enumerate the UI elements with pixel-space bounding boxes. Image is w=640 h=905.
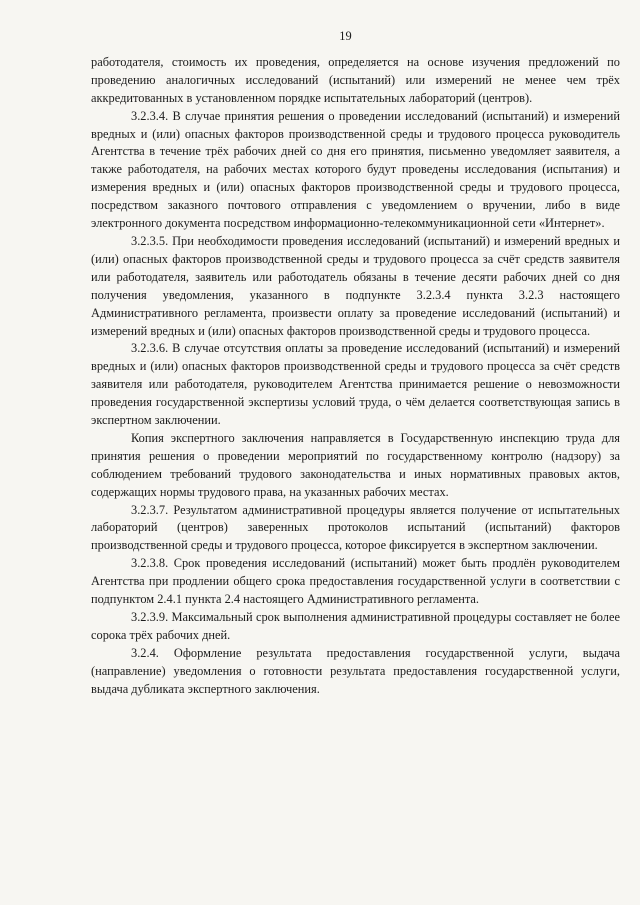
paragraph-3-2-3-8: 3.2.3.8. Срок проведения исследований (испытаний) может быть продлён руководителем Агентства при продлении общего срока предоставления государственной услуги в соответствии с подпунктом 2.4.1 пункта 2.4 настоящего Административного регламента. (91, 556, 620, 607)
paragraph-3-2-3-5: 3.2.3.5. При необходимости проведения исследований (испытаний) и измерений вредных и (или) опасных факторов производственной среды и трудового процесса за счёт средств заявителя или работодателя, заявитель или работодатель обязаны в течение десяти рабочих дней со дня получения уведомления, указанного в подпункте 3.2.3.4 пункта 3.2.3 настоящего Административного регламента, произвести оплату за проведение исследований (испытаний) и измерений вредных и (или) опасных факторов производственной среды и трудового процесса. (91, 233, 620, 338)
paragraph-3-2-4: 3.2.4. Оформление результата предоставления государственной услуги, выдача (направление) уведомления о готовности результата предоставления государственной услуги, выдача дубликата экспертного заключения. (91, 645, 620, 696)
paragraph-3-2-3-4: 3.2.3.4. В случае принятия решения о проведении исследований (испытаний) и измерений вредных и (или) опасных факторов производственной среды и трудового процесса руководитель Агентства в течение трёх рабочих дней со дня его принятия, письменно уведомляет заявителя, а также работодателя, на рабочих местах которого будут проведены исследования (испытания) и измерения вредных и (или) опасных факторов производственной среды и трудового процесса, посредством заказного почтового отправления с уведомлением о вручении, либо в виде электронного документа посредством информационно-телекоммуникационной сети «Интернет». (91, 108, 620, 231)
page-number: 19 (339, 29, 352, 43)
paragraph-continuation: работодателя, стоимость их проведения, определяется на основе изучения предложений по проведению аналогичных исследований (испытаний) или измерений не менее чем трёх аккредитованных в установленном порядке испытательных лабораторий (центров). (91, 54, 620, 105)
paragraph-copy-of-conclusion: Копия экспертного заключения направляется в Государственную инспекцию труда для принятия решения о проведении мероприятий по государственному контролю (надзору) за соблюдением требований трудового законодательства и иных нормативных правовых актов, содержащих нормы трудового права, на указанных рабочих местах. (91, 430, 620, 499)
paragraph-3-2-3-7: 3.2.3.7. Результатом административной процедуры является получение от испытательных лабораторий (центров) заверенных протоколов испытаний (испытаний) факторов производственной среды и трудового процесса, которое фиксируется в экспертном заключении. (91, 502, 620, 553)
paragraph-3-2-3-6: 3.2.3.6. В случае отсутствия оплаты за проведение исследований (испытаний) и измерений вредных и (или) опасных факторов производственной среды и трудового процесса за счёт средств заявителя или работодателя, руководителем Агентства принимается решение о невозможности проведения государственной экспертизы условий труда, о чём делается соответствующая запись в экспертном заключении. (91, 341, 620, 428)
paragraph-3-2-3-9: 3.2.3.9. Максимальный срок выполнения административной процедуры составляет не более сорока трёх рабочих дней. (91, 610, 620, 642)
